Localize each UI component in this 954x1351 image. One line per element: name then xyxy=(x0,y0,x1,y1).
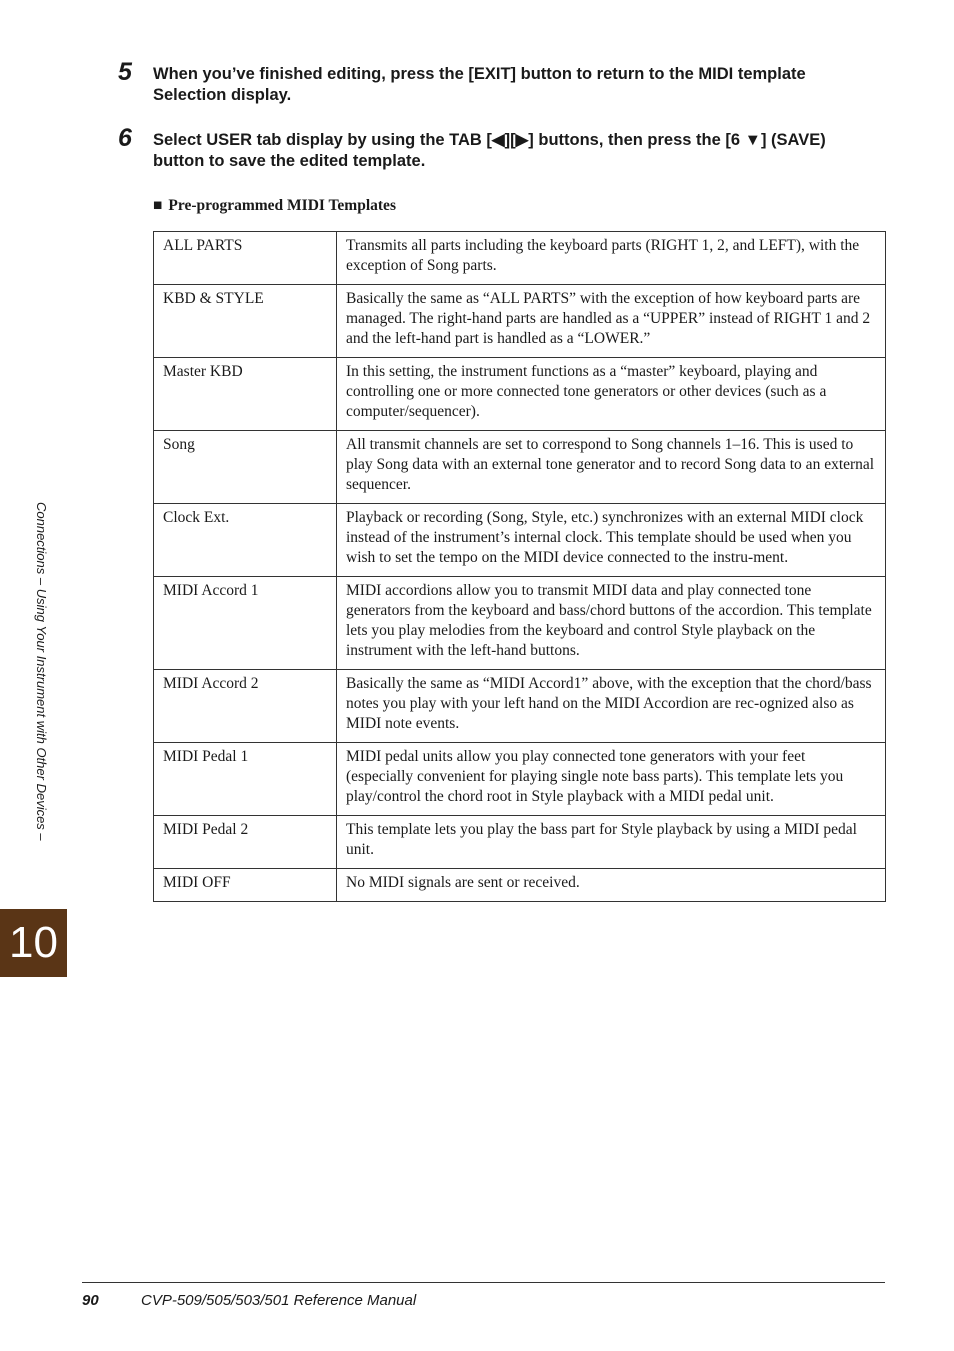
step-number: 6 xyxy=(118,124,132,152)
template-description: MIDI pedal units allow you play connected tone generators with your feet (especially convenient for playing single note bass parts). This template lets you play/control the chord root in Style playback with a MIDI pedal unit. xyxy=(337,743,886,816)
table-row xyxy=(154,869,886,902)
section-title: Pre-programmed MIDI Templates xyxy=(168,197,396,214)
template-description: This template lets you play the bass part for Style playback by using a MIDI pedal unit. xyxy=(337,816,886,869)
template-name: MIDI Pedal 1 xyxy=(154,743,337,816)
table-row xyxy=(154,504,886,577)
template-name: Song xyxy=(154,431,337,504)
footer-divider xyxy=(82,1282,885,1283)
template-name: Clock Ext. xyxy=(154,504,337,577)
table-row xyxy=(154,743,886,816)
step-instruction: When you’ve finished editing, press the [EXIT] button to return to the MIDI template Selection display. xyxy=(153,65,806,104)
chapter-tab: 10 xyxy=(0,909,67,977)
template-description: Basically the same as “ALL PARTS” with the exception of how keyboard parts are managed. The right-hand parts are handled as a “UPPER” instead of RIGHT 1 and 2 and the left-hand part is handled as a “LOWER.” xyxy=(337,285,886,358)
square-bullet-icon: ■ xyxy=(153,197,163,214)
table-row xyxy=(154,431,886,504)
template-name: MIDI OFF xyxy=(154,869,337,902)
template-name: ALL PARTS xyxy=(154,232,337,285)
table-row xyxy=(154,816,886,869)
section-heading xyxy=(153,197,396,215)
template-name: Master KBD xyxy=(154,358,337,431)
table-row xyxy=(154,577,886,670)
template-name: MIDI Accord 1 xyxy=(154,577,337,670)
template-name: MIDI Pedal 2 xyxy=(154,816,337,869)
step-instruction: Select USER tab display by using the TAB [◀][▶] buttons, then press the [6 ▼] (SAVE) button to save the edited template. xyxy=(153,131,826,170)
table-row xyxy=(154,670,886,743)
template-description: No MIDI signals are sent or received. xyxy=(337,869,886,902)
table-row xyxy=(154,285,886,358)
table-row xyxy=(154,358,886,431)
template-description: Playback or recording (Song, Style, etc.) synchronizes with an external MIDI clock instead of the instrument’s internal clock. This template should be used when you wish to set the tempo on the MIDI device connected to the instru-ment. xyxy=(337,504,886,577)
template-description: Transmits all parts including the keyboard parts (RIGHT 1, 2, and LEFT), with the exception of Song parts. xyxy=(337,232,886,285)
template-description: MIDI accordions allow you to transmit MIDI data and play connected tone generators from the keyboard and bass/chord buttons of the accordion. This template lets you play melodies from the keyboard and control Style playback on the instrument with the left-hand buttons. xyxy=(337,577,886,670)
page-number: 90 xyxy=(82,1292,99,1309)
template-description: In this setting, the instrument functions as a “master” keyboard, playing and controlling one or more connected tone generators or other devices (such as a computer/sequencer). xyxy=(337,358,886,431)
running-head: Connections – Using Your Instrument with Other Devices – xyxy=(34,502,49,841)
midi-templates-table xyxy=(153,231,886,902)
manual-title: CVP-509/505/503/501 Reference Manual xyxy=(141,1292,417,1309)
step-number: 5 xyxy=(118,58,132,86)
template-name: MIDI Accord 2 xyxy=(154,670,337,743)
template-description: Basically the same as “MIDI Accord1” above, with the exception that the chord/bass notes you play with your left hand on the MIDI Accordion are rec-ognized also as MIDI note events. xyxy=(337,670,886,743)
template-name: KBD & STYLE xyxy=(154,285,337,358)
template-description: All transmit channels are set to correspond to Song channels 1–16. This is used to play Song data with an external tone generator and to record Song data to an external sequencer. xyxy=(337,431,886,504)
table-row xyxy=(154,232,886,285)
